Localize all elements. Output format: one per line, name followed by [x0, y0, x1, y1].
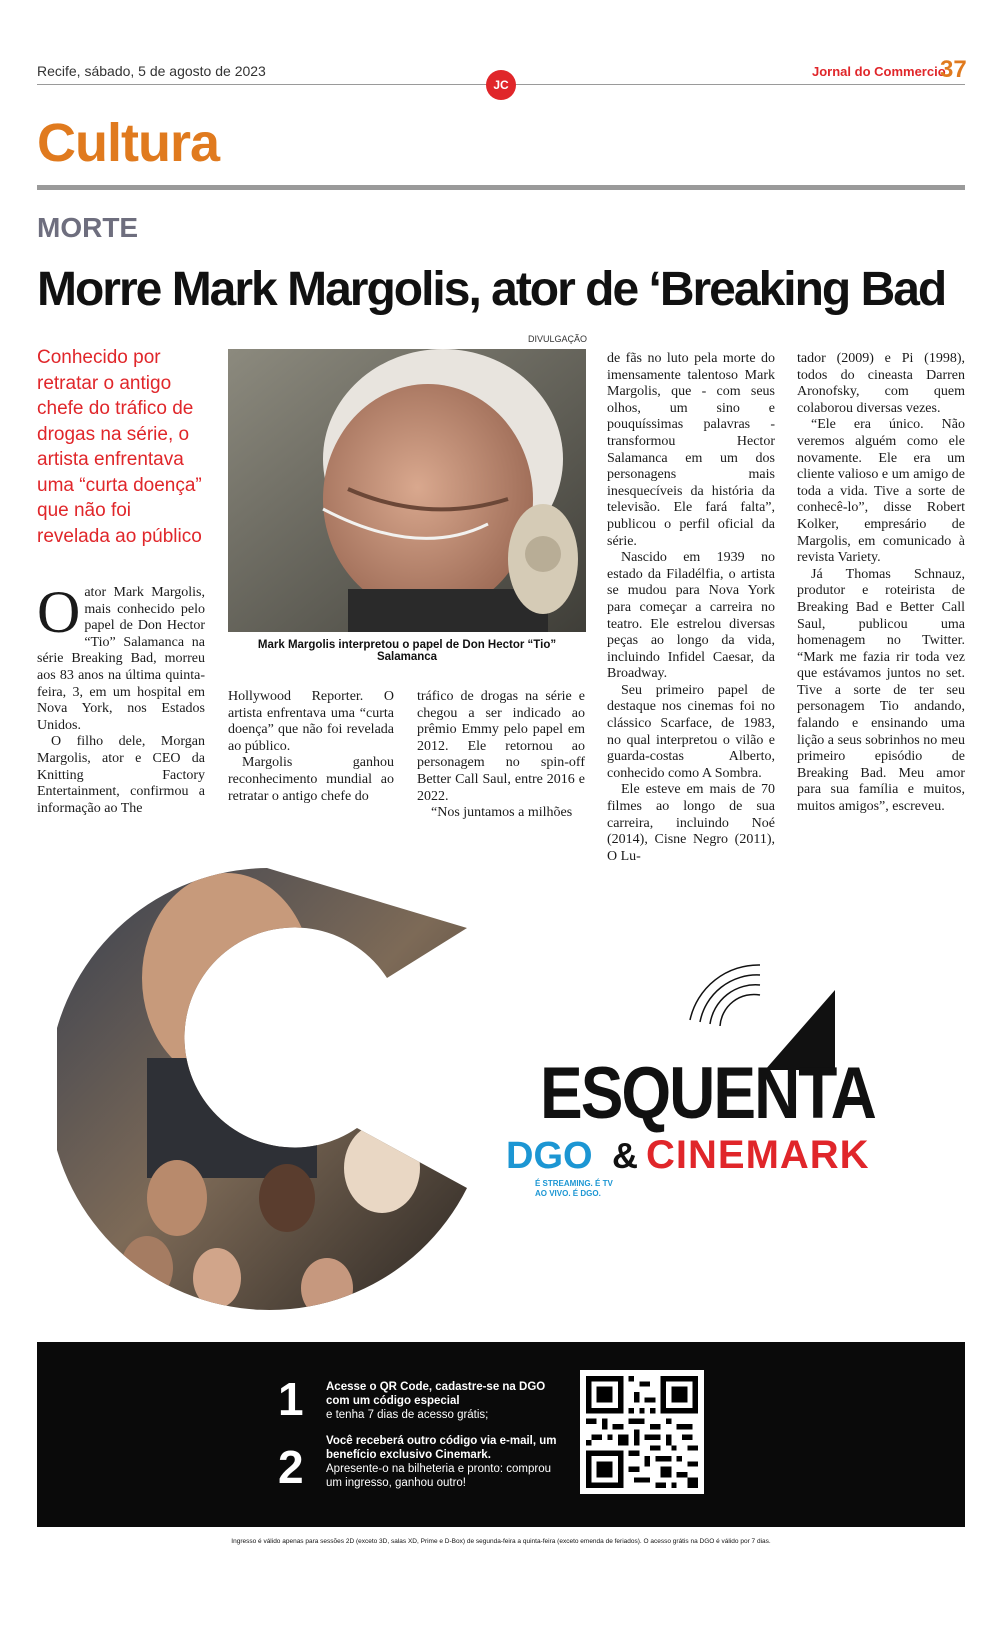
paragraph: “Nos juntamos a milhões [431, 805, 573, 821]
fineprint: Ingresso é válido apenas para sessões 2D (exceto 3D, salas XD, Prime e D-Box) de segunda-feira a quinta-feira (exceto emenda de feriados). O acesso grátis na DGO é válido por 7 dias. [231, 1538, 771, 1545]
standfirst: Conhecido por retratar o antigo chefe do tráfico de drogas na série, o artista enfrentava uma “curta doença” que não foi revelada ao público [37, 347, 202, 547]
movie-poster-art [57, 868, 477, 1310]
step-2-detail: Apresente-o na bilheteria e pronto: comprou um ingresso, ganhou outro! [326, 1463, 552, 1489]
article-column-1 [37, 579, 205, 817]
step-1-number: 1 [278, 1373, 304, 1425]
step-2-text [326, 1434, 566, 1490]
kicker: MORTE [37, 212, 139, 243]
page-number: 37 [940, 56, 967, 83]
step-1-bold: Acesse o QR Code, cadastre-se na DGO com um código especial [326, 1381, 546, 1407]
date-line: Recife, sábado, 5 de agosto de 2023 [37, 63, 266, 79]
paragraph: O filho dele, Morgan Margolis, ator e CEO da Knitting Factory Entertainment, confirmou a informação ao The [37, 734, 205, 816]
jc-logo: JC [486, 70, 516, 100]
paragraph: Seu primeiro papel de destaque nos cinemas foi no clássico Scarface, de 1983, no qual interpretou o vilão e guarda-costas Alberto, conhecido como A Sombra. [607, 682, 775, 781]
dropcap: O [37, 579, 81, 645]
paragraph: de fãs no luto pela morte do imensamente talentoso Mark Margolis, que - com seus olhos, um sino e pouquíssimas palavras - transformou Hector Salamanca em um dos personagens mais inesquecíveis da história da televisão. Ele fará falta”, publicou o perfil oficial da série. [607, 351, 775, 549]
step-1-text [326, 1380, 566, 1422]
step-2-number: 2 [278, 1441, 304, 1493]
paragraph: tráfico de drogas na série e chegou a ser indicado ao prêmio Emmy pelo papel em 2012. Ele retornou ao personagem no spin-off Better Call Saul, entre 2016 e 2022. [417, 689, 585, 804]
section-rule [37, 185, 965, 190]
ampersand: & [612, 1135, 638, 1176]
paragraph: ator Mark Margolis, mais conhecido pelo papel de Don Hector “Tio” Salamanca na série Breaking Bad, morreu aos 83 anos na última quinta-feira, 3, em um hospital em Nova York, nos Estados Unidos. [37, 585, 205, 733]
paragraph: tador (2009) e Pi (1998), todos do cineasta Darren Aronofsky, com quem colaborou diversas vezes. [797, 351, 965, 416]
paragraph: Hollywood Reporter. O artista enfrentava uma “curta doença” que não foi revelada ao público. [228, 689, 394, 754]
dgo-tagline: É STREAMING. É TV AO VIVO. É DGO. [535, 1179, 613, 1198]
article-column-5 [797, 351, 965, 816]
paragraph: Ele esteve em mais de 70 filmes ao longo de sua carreira, incluindo Noé (2014), Cisne Negro (2011), O Lu- [607, 782, 775, 864]
qr-code[interactable] [580, 1370, 704, 1494]
photo-credit: DIVULGAÇÃO [528, 334, 588, 344]
dgo-logo: DGO [506, 1135, 593, 1177]
paragraph: Já Thomas Schnauz, produtor e roteirista de Breaking Bad e Better Call Saul, publicou uma homenagem no Twitter. “Mark me fazia rir toda vez que estávamos juntos no set. Tive a sorte de ter seu personagem Tio andando, falando e ensinando uma lição a seus sobrinhos no meu primeiro episódio de Breaking Bad. Meu amor para sua família e muitos, muitos amigos”, escreveu. [797, 566, 965, 815]
portrait-photo [228, 349, 586, 632]
article-column-3 [417, 689, 585, 822]
article-column-2 [228, 689, 394, 805]
paragraph: “Ele era único. Não veremos alguém como ele novamente. Ele era um cliente valioso e um amigo de toda a vida. Tive a sorte de conhecê-lo”, disse Robert Kolker, empresário de Margolis, em comunicado à revista Variety. [797, 417, 965, 566]
step-1-detail: e tenha 7 dias de acesso grátis; [326, 1409, 489, 1421]
photo-caption: Mark Margolis interpretou o papel de Don Hector “Tio” Salamanca [257, 639, 557, 663]
section-title: Cultura [37, 113, 219, 173]
headline: Morre Mark Margolis, ator de ‘Breaking Bad [37, 263, 946, 316]
newspaper-name: Jornal do Commercio [812, 64, 946, 79]
esquenta-logo: ESQUENTA [540, 1051, 875, 1134]
step-2-bold: Você receberá outro código via e-mail, um benefício exclusivo Cinemark. [326, 1435, 557, 1461]
paragraph: Nascido em 1939 no estado da Filadélfia, o artista se mudou para Nova York para começar a carreira no teatro. Ele estrelou diversas peças ao longo da vida, incluindo Infidel Caesar, da Broadway. [607, 550, 775, 682]
paragraph: Margolis ganhou reconhecimento mundial ao retratar o antigo chefe do [228, 755, 394, 804]
article-column-4 [607, 351, 775, 865]
cinemark-logo: CINEMARK [646, 1133, 870, 1177]
